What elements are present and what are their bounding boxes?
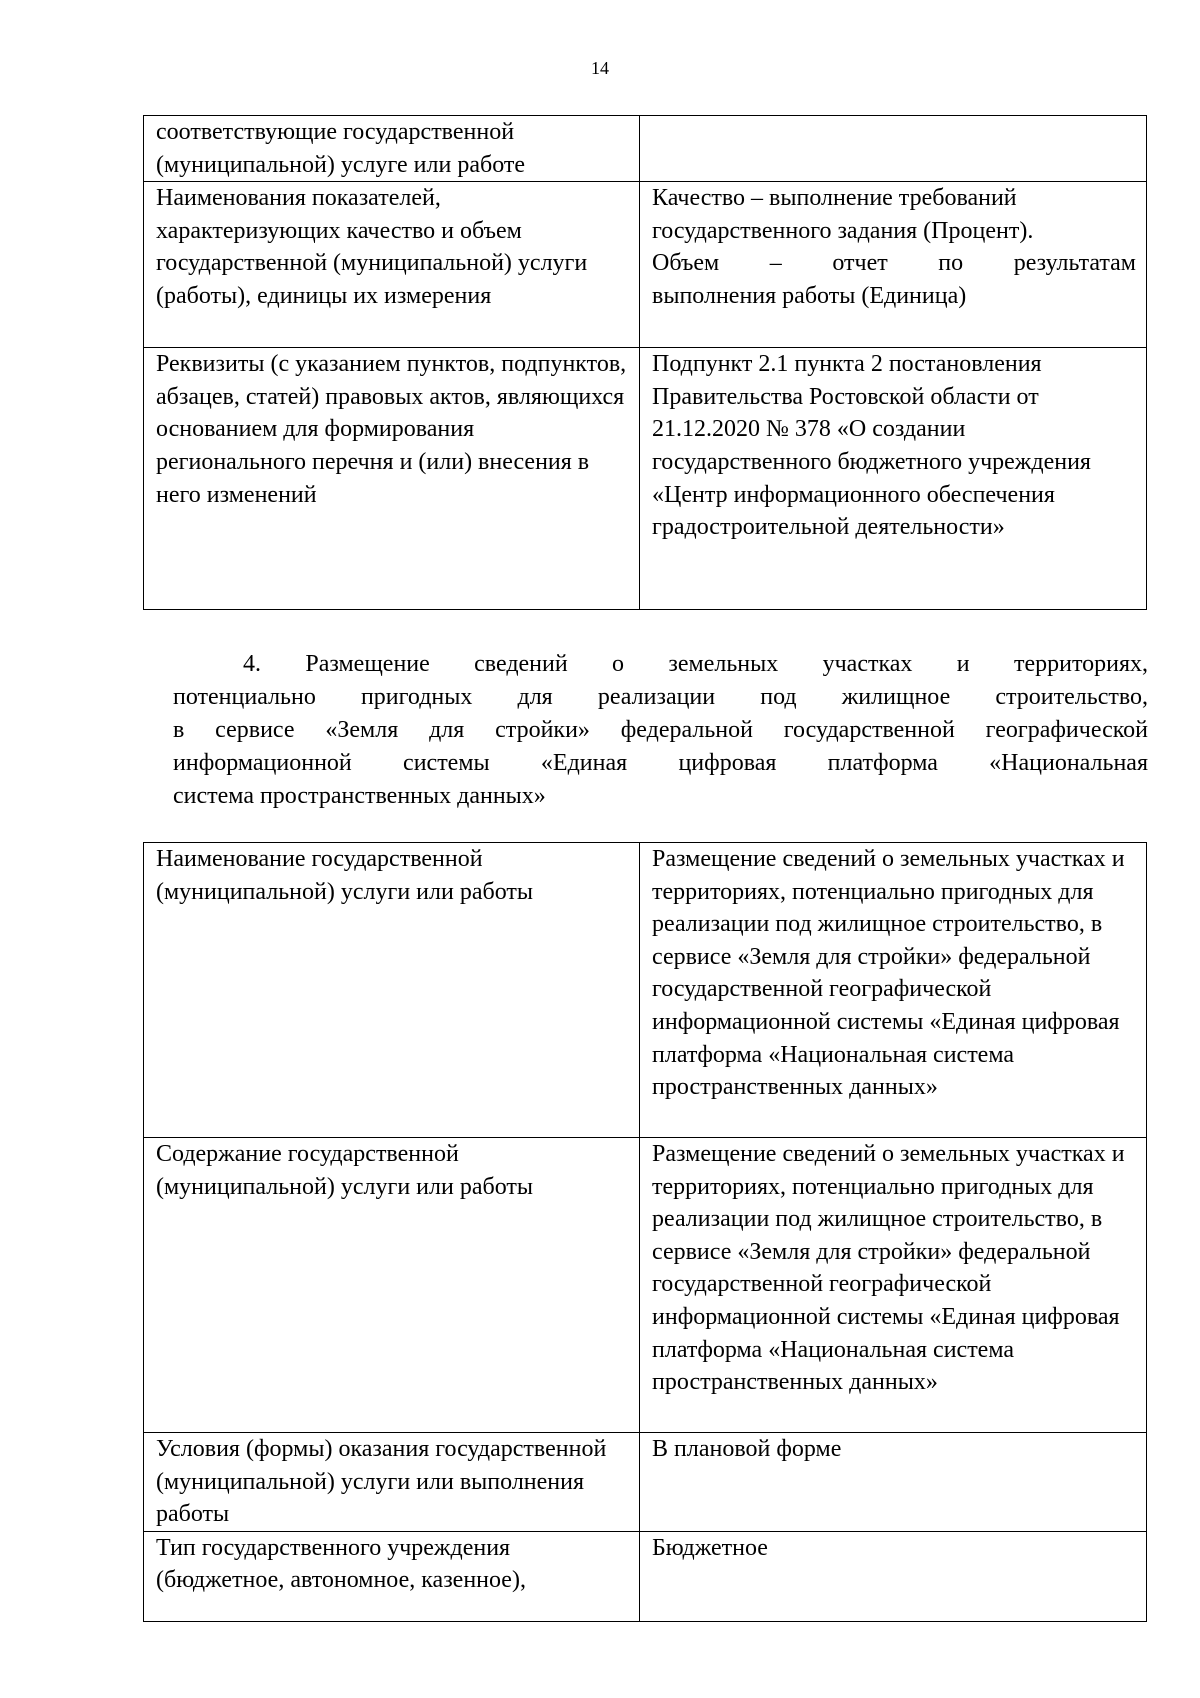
heading-line: в сервисе «Земля для стройки» федеральной государственной географической <box>173 717 1148 743</box>
section-heading <box>173 648 1148 813</box>
value-line: Объем – отчет по результатам <box>652 250 1136 277</box>
table-row <box>144 182 1147 348</box>
table-row <box>144 348 1147 610</box>
row-value: Подпункт 2.1 пункта 2 постановления Правительства Ростовской области от 21.12.2020 № 378 «О создании государственного бюджетного учреждения «Центр информационного обеспечения градостроительной деятельности» <box>640 348 1147 610</box>
row-value <box>640 116 1147 182</box>
page-number: 14 <box>591 58 609 78</box>
row-label: Содержание государственной (муниципальной) услуги или работы <box>144 1138 640 1433</box>
value-line: выполнения работы (Единица) <box>652 282 967 309</box>
row-value: В плановой форме <box>640 1433 1147 1532</box>
requirements-table-bottom <box>143 842 1147 1622</box>
table-row <box>144 843 1147 1138</box>
row-value <box>640 182 1147 348</box>
row-value: Размещение сведений о земельных участках и территориях, потенциально пригодных для реализации под жилищное строительство, в сервисе «Земля для стройки» федеральной государственной географической информационной системы «Единая цифровая платформа «Национальная система пространственных данных» <box>640 1138 1147 1433</box>
row-label: Условия (формы) оказания государственной (муниципальной) услуги или выполнения работы <box>144 1433 640 1532</box>
table-row <box>144 1138 1147 1433</box>
table-row <box>144 1433 1147 1532</box>
value-line: государственного задания (Процент). <box>652 217 1034 244</box>
row-value: Размещение сведений о земельных участках и территориях, потенциально пригодных для реализации под жилищное строительство, в сервисе «Земля для стройки» федеральной государственной географической информационной системы «Единая цифровая платформа «Национальная система пространственных данных» <box>640 843 1147 1138</box>
row-label: Наименование государственной (муниципальной) услуги или работы <box>144 843 640 1138</box>
row-label: Наименования показателей, характеризующих качество и объем государственной (муниципальной) услуги (работы), единицы их измерения <box>144 182 640 348</box>
value-line: Качество – выполнение требований <box>652 185 1017 212</box>
row-label: соответствующие государственной (муниципальной) услуге или работе <box>144 116 640 182</box>
row-value: Бюджетное <box>640 1531 1147 1621</box>
table-row <box>144 1531 1147 1621</box>
table-row <box>144 116 1147 182</box>
row-label: Реквизиты (с указанием пунктов, подпунктов, абзацев, статей) правовых актов, являющихся основанием для формирования регионального перечня и (или) внесения в него изменений <box>144 348 640 610</box>
heading-line: система пространственных данных» <box>173 783 546 809</box>
heading-line: 4. Размещение сведений о земельных участках и территориях, <box>243 651 1148 677</box>
heading-line: потенциально пригодных для реализации под жилищное строительство, <box>173 684 1148 710</box>
heading-line: информационной системы «Единая цифровая платформа «Национальная <box>173 750 1148 776</box>
requirements-table-top <box>143 115 1147 610</box>
row-label: Тип государственного учреждения (бюджетное, автономное, казенное), <box>144 1531 640 1621</box>
